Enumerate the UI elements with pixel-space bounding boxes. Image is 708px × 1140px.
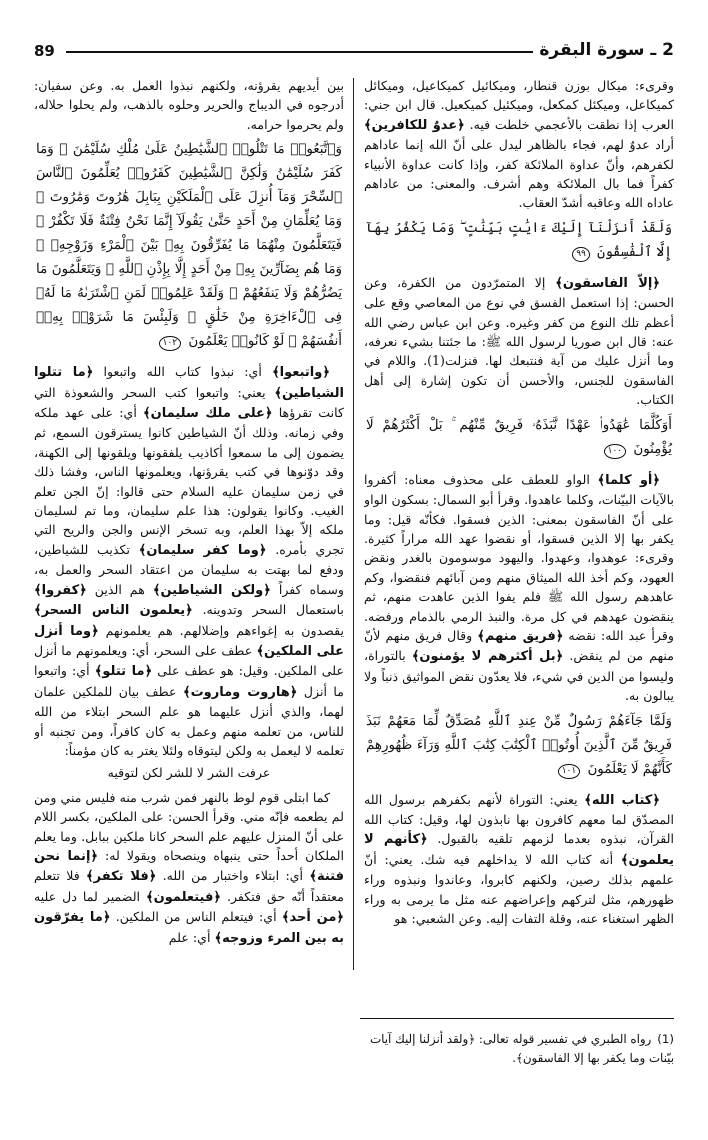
quran-keyword: ﴿يعلمون الناس السحر﴾ (34, 603, 193, 619)
quran-verse (366, 710, 672, 782)
footnote-text: رواه الطبري في تفسير قوله تعالى: ﴿ولقد أنزلنا إليك آيات بيّنات وما يكفر بها إلا الفاسقون﴾. (370, 1032, 674, 1065)
quran-keyword: ﴿واتبعوا﴾ (272, 365, 330, 381)
quran-keyword: ﴿ما يفرّقون به بين المرء وزوجه﴾ (34, 910, 344, 946)
text-run: وَلَقَدْ أَنزَلْنَآ إِلَيْكَ ءَايَٰتٍ بَيِّنَٰتٍ ۖ وَمَا يَكْفُرُ بِهَآ إِلَّا ٱلْفَٰسِقُونَ (366, 220, 672, 260)
quran-keyword: ﴿عدوٌ للكافرين﴾ (364, 117, 465, 133)
paragraph (364, 790, 674, 929)
text-run: الواو للعطف على محذوف معناه: أكفروا بالآيات البيّنات، وكلما عاهدوا. وقرأ أبو السمال: بسكون الواو على أنّ الفاسقون بمعنى: الذين فسقوا. فكأنّه قيل: وما يكفر بها إلا الذين فسقوا، أو نقضوا عهد الله مراراً كثيرة. وقرىء: عوهدوا، وعهدوا. واليهود موسومون بالغدر ونقض العهود، وكم أخذ الله الميثاق منهم ومن آبائهم فنقضوا، وكم عاهدهم رسول الله ﷺ فلم يفوا الذين عاهدت منهم، ثم ينقضون عهدهم في كل مرة. والنبذ الرمي بالذمام ورفضه. وقرأ عبد الله: نقضه (364, 471, 674, 643)
text-run: هم الذين (94, 581, 145, 597)
text-run: كما ابتلى قوم لوط بالنهر فمن شرب منه فليس مني ومن لم يطعمه فإنّه مني. وقرأ الحسن: على الملكين، بكسر اللام على أنّ المنزل عليهم علم السحر كانا ملكين ببابل. وما يعلم الملكان أحداً حتى ينبهاه وينصحاه ويقولا له: (34, 789, 344, 863)
quran-keyword: ﴿أو كلما﴾ (597, 472, 660, 488)
text-run: وَلَمَّا جَآءَهُمْ رَسُولٌ مِّنْ عِندِ ٱللَّهِ مُصَدِّقٌ لِّمَا مَعَهُمْ نَبَذَ فَرِيقٌ مِّنَ ٱلَّذِينَ أُوتُوا۟ ٱلْكِتَٰبَ كِتَٰبَ ٱللَّهِ وَرَآءَ ظُهُورِهِمْ كَأَنَّهُمْ لَا يَعْلَمُونَ (366, 713, 672, 777)
quran-keyword: ﴿كفروا﴾ (34, 582, 87, 598)
text-run: فلا تتعلم معتقداً أنّه حق فتكفر. (34, 868, 344, 904)
paragraph: بين أيديهم يقرؤنه، ولكنهم نبذوا العمل به. وعن سفيان: أدرجوه في الديباج والحرير وحلوه بالذهب، ولم يحلوا حلاله، ولم يحرموا حرامه. (34, 78, 344, 132)
quran-keyword: ﴿فلا تكفر﴾ (86, 869, 157, 885)
quran-keyword: ﴿إنما نحن فتنة﴾ (34, 848, 344, 885)
text-run: أي: على عهد ملكه وفي زمانه. وذلك أنّ الشياطين كانوا يسترقون السمع، ثم يضمون إلى ما سمعوا أكاذيب يلفقونها ويلقونها إلى الكهنة، وقد دوّنوها في كتب يقرؤنها، ويعلمونها الناس، وفشا ذلك في زمن سليمان عليه السلام حتى قالوا: إنّ الجن تعلم الغيب. وكانوا يقولون: هذا علم سليمان، وما تم لسليمان ملكه إلاّ بهذا العلم، وبه تسخر الإنس والجن والريح التي تجري بأمره. (34, 405, 344, 557)
paragraph (364, 273, 674, 410)
text-run: أي: فيتعلم الناس من الملكين. (115, 909, 277, 925)
quran-verse (366, 217, 672, 265)
text-run: أنه كتاب الله لا يداخلهم فيه شك. يعني: أنّ علمهم بذلك رصين، ولكنهم كابروا، وعاندوا ونبذوه وراء ظهورهم، مثل لتركهم وإعراضهم عنه مثل ما يرمى به وراء الظهر استغناء عنه، وقلة التفات إليه. وعن الشعبي: هو (364, 851, 674, 926)
column-divider (353, 78, 354, 970)
text-run: وَٱتَّبَعُوا۟ مَا تَتْلُوا۟ ٱلشَّيَٰطِينُ عَلَىٰ مُلْكِ سُلَيْمَٰنَ ۖ وَمَا كَفَرَ سُلَيْمَٰنُ وَلَٰكِنَّ ٱلشَّيَٰطِينَ كَفَرُوا۟ يُعَلِّمُونَ ٱلنَّاسَ ٱلسِّحْرَ وَمَآ أُنزِلَ عَلَى ٱلْمَلَكَيْنِ بِبَابِلَ هَٰرُوتَ وَمَٰرُوتَ ۚ وَمَا يُعَلِّمَانِ مِنْ أَحَدٍ حَتَّىٰ يَقُولَآ إِنَّمَا نَحْنُ فِتْنَةٌ فَلَا تَكْفُرْ ۖ فَيَتَعَلَّمُونَ مِنْهُمَا مَا يُفَرِّقُونَ بِهِۦ بَيْنَ ٱلْمَرْءِ وَزَوْجِهِۦ ۚ وَمَا هُم بِضَآرِّينَ بِهِۦ مِنْ أَحَدٍ إِلَّا بِإِذْنِ ٱللَّهِ ۚ وَيَتَعَلَّمُونَ مَا يَضُرُّهُمْ وَلَا يَنفَعُهُمْ ۚ وَلَقَدْ عَلِمُوا۟ لَمَنِ ٱشْتَرَىٰهُ مَا لَهُۥ فِى ٱلْءَاخِرَةِ مِنْ خَلَٰقٍ ۚ وَلَبِئْسَ مَا شَرَوْا۟ بِهِۦٓ أَنفُسَهُمْ ۚ لَوْ كَانُوا۟ يَعْلَمُونَ (36, 142, 342, 350)
quran-keyword: ﴿ما تتلو﴾ (94, 664, 153, 680)
text-run: يعني: التوراة لأنهم بكفرهم برسول الله المصدّق لما معهم كافرون بها نابذون لها، وقيل: كتاب الله القرآن، نبذوه بعدما لزمهم تلقيه بالقبول. (364, 791, 674, 847)
quran-keyword: ﴿إلاّ الفاسقون﴾ (555, 275, 660, 291)
text-run: وقال فريق منهم لأنّ منهم من لم ينقض. (364, 627, 674, 664)
ayah-number: ١٠١ (558, 764, 581, 779)
quran-keyword: ﴿بل أكثرهم لا يؤمنون﴾ (411, 649, 564, 665)
poetry-line: عرفت الشر لا للشر لكن لتوقيه (107, 765, 271, 781)
text-run: بالتوراة، وليسوا من الدين في شيء، فلا يعدّون نقض المواثيق ذنباً ولا يبالون به. (364, 648, 674, 704)
text-run: أي: واتبعوا ما أنزل (34, 663, 344, 699)
left-column (34, 76, 344, 972)
text-run: أَوَكُلَّمَا عَٰهَدُوا۟ عَهْدًا نَّبَذَهُۥ فَرِيقٌ مِّنْهُم ۚ بَلْ أَكْثَرُهُمْ لَا يُؤْمِنُونَ (366, 417, 672, 457)
quran-keyword: ﴿فيتعلمون﴾ (146, 889, 221, 905)
page-header (34, 40, 674, 66)
text-run: تكذيب للشياطين، ودفع لما بهتت به سليمان من اعتقاد السحر والعمل به، وسماه كفراً (34, 541, 344, 597)
quran-keyword: ﴿كأنهم لا يعلمون﴾ (364, 832, 674, 868)
quran-keyword: ﴿وما أنزل على الملكين﴾ (34, 623, 344, 659)
text-run: أراد عدوٌ لهم، فجاء بالظاهر ليدل على أنّ الله إنما عاداهم لكفرهم، وأنّ عداوة الملائكة كفر، وإذا كانت عداوة الأنبياء كفراً فما بال الملائكة وهم أشرف. والمعنى: من عاداهم عاداه الله وعاقبه أشدّ العقاب. (364, 137, 674, 211)
ayah-number: ١٠٢ (159, 336, 182, 351)
footnote (344, 1030, 674, 1068)
text-run: أي: نبذوا كتاب الله واتبعوا (103, 364, 262, 380)
text-run: الضمير لما دل عليه (34, 888, 141, 904)
quran-verse (366, 414, 672, 462)
right-column (364, 76, 674, 972)
header-rule (66, 51, 554, 53)
quran-keyword: ﴿ولكن الشياطين﴾ (152, 582, 271, 598)
footnote-number: (1) (657, 1032, 674, 1046)
text-run: وقرىء: ميكال بوزن قنطار، وميكائيل كميكاعيل، وميكائل كميكاعل، وميكئل كمكعل، وميكئيل كميكعيل. قال ابن جني: العرب إذا نطقت بالأعجمي خلطت فيه. (364, 78, 674, 132)
text-run: يعني: واتبعوا كتب السحر والشعوذة التي كانت تقرؤها (34, 384, 344, 421)
quran-verse (36, 138, 342, 354)
paragraph (34, 362, 344, 760)
text-run: أي: علم (168, 929, 211, 945)
surah-title: 2 ـ سورة البقرة (533, 40, 674, 60)
quran-keyword: ﴿على ملك سليمان﴾ (143, 406, 273, 422)
paragraph (364, 76, 674, 213)
text-run: عطف على السحر، أي: ويعلمونهم ما أنزل على الملكين. وقيل: هو عطف على (34, 642, 344, 679)
quran-keyword: ﴿وما كفر سليمان﴾ (138, 542, 267, 558)
quran-keyword: ﴿من أحد﴾ (281, 910, 344, 926)
text-run: أي: ابتلاء واختبار من الله. (162, 868, 304, 884)
text-run: إلا المتمرّدون من الكفرة، وعن الحسن: إذا استعمل الفسق في نوع من المعاصي وقع على أعظم تلك النوع من كفر وغيره. وعن ابن عباس رضي الله عنه: قال ابن صوريا لرسول الله ﷺ: ما جئتنا بشيء نعرفه، وما أنزل عليك من آية فنتبعك لها. فنزلت(1). واللام في الفاسقون للجنس، والأحسن أن تكون إشارة إلى أهل الكتاب. (364, 274, 674, 408)
paragraph (364, 470, 674, 706)
text-run: عطف بيان للملكين علمان لهما، والذي أنزل عليهما هو علم السحر ابتلاء من الله للناس، من تعلمه منهم وعمل به كان كافراً، ومن تجنبه أو تعلمه لا ليعمل به ولكن ليتوقاه ولئلا يغتر به كان مؤمناً: (34, 683, 344, 758)
quran-keyword: ﴿كتاب الله﴾ (584, 792, 660, 808)
quran-keyword: ﴿هاروت وماروت﴾ (182, 684, 298, 700)
text-run: باستعمال السحر وتدوينه. (202, 602, 344, 618)
paragraph (34, 788, 344, 948)
quran-keyword: ﴿فريق منهم﴾ (477, 628, 564, 644)
ayah-number: ٩٩ (572, 247, 590, 262)
text-run: يقصدون به إغواءهم وإضلالهم. هم يعلمونهم (105, 622, 344, 638)
footnote-rule (360, 1018, 674, 1019)
page-number: 89 (34, 42, 55, 60)
ayah-number: ١٠٠ (604, 444, 627, 459)
quran-keyword: ﴿ما تتلوا الشياطين﴾ (34, 365, 344, 401)
